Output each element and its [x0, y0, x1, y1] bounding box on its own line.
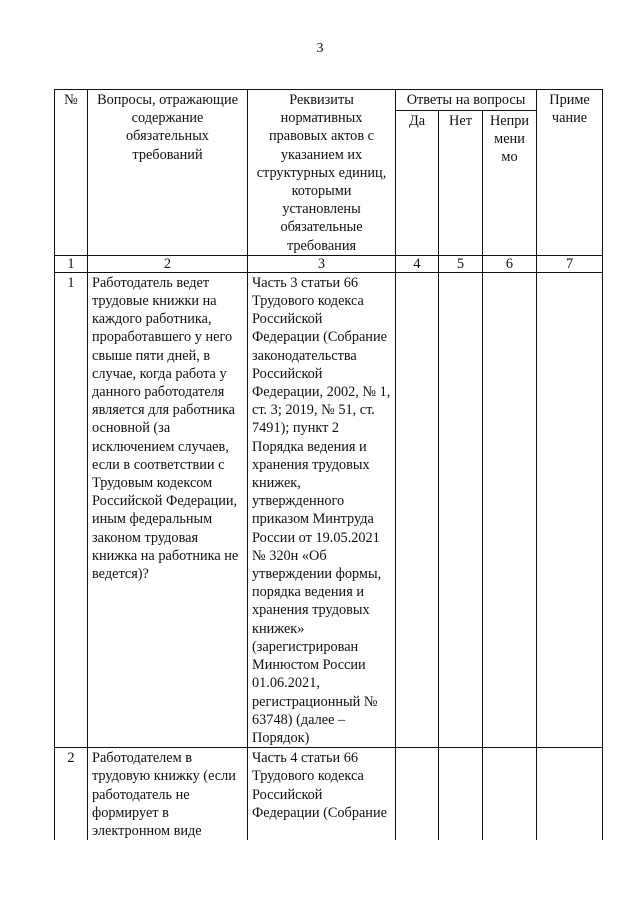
- answer-yes-cell: [396, 748, 439, 841]
- header-no: Нет: [439, 110, 483, 255]
- header-yes: Да: [396, 110, 439, 255]
- row-requisites: Часть 3 статьи 66 Трудового кодекса Российской Федерации (Собрание законодательства Российской Федерации, 2002, № 1, ст. 3; 2019, № 51, ст. 7491); пункт 2 Порядка ведения и хранения трудовых книжек, утвержденного приказом Минтруда России от 19.05.2021 № 320н «Об утверждении формы, порядка ведения и хранения трудовых книжек» (зарегистрирован Минюстом России 01.06.2021, регистрационный № 63748) (далее – Порядок): [248, 272, 396, 747]
- column-number: 1: [55, 255, 88, 272]
- column-number: 7: [537, 255, 603, 272]
- header-requisites: Реквизиты нормативных правовых актов с указанием их структурных единиц, которыми установлены обязательные требования: [248, 90, 396, 256]
- answer-yes-cell: [396, 272, 439, 747]
- note-cell: [537, 272, 603, 747]
- column-number: 5: [439, 255, 483, 272]
- answer-no-cell: [439, 272, 483, 747]
- table-row: [55, 748, 603, 841]
- column-number-row: [55, 255, 603, 272]
- note-cell: [537, 748, 603, 841]
- header-questions: Вопросы, отражающие содержание обязательных требований: [88, 90, 248, 256]
- answer-no-cell: [439, 748, 483, 841]
- header-answers: Ответы на вопросы: [396, 90, 537, 111]
- column-number: 6: [483, 255, 537, 272]
- answer-not-applicable-cell: [483, 272, 537, 747]
- row-requisites: Часть 4 статьи 66 Трудового кодекса Российской Федерации (Собрание: [248, 748, 396, 841]
- column-number: 2: [88, 255, 248, 272]
- answer-not-applicable-cell: [483, 748, 537, 841]
- table-row: [55, 272, 603, 747]
- row-number: 1: [55, 272, 88, 747]
- header-num: №: [55, 90, 88, 256]
- column-number: 4: [396, 255, 439, 272]
- row-question: Работодатель ведет трудовые книжки на каждого работника, проработавшего у него свыше пяти дней, в случае, когда работа у данного работодателя является для работника основной (за исключением случаев, если в соответствии с Трудовым кодексом Российской Федерации, иным федеральным законом трудовая книжка на работника не ведется)?: [88, 272, 248, 747]
- row-question: Работодателем в трудовую книжку (если работодатель не формирует в электронном виде: [88, 748, 248, 841]
- requirements-table: [54, 89, 603, 840]
- row-number: 2: [55, 748, 88, 841]
- page-number: 3: [316, 41, 324, 56]
- header-note: Приме чание: [537, 90, 603, 256]
- column-number: 3: [248, 255, 396, 272]
- header-not-applicable: Непри мени мо: [483, 110, 537, 255]
